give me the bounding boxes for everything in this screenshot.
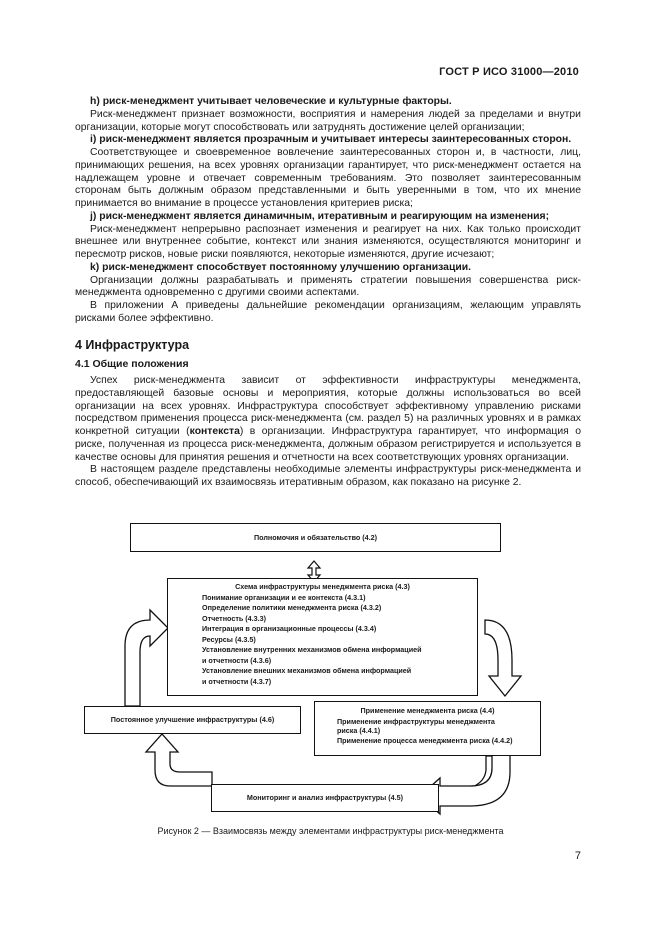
box-mandate-label: Полномочия и обязательство (4.2) bbox=[253, 533, 378, 542]
implement-item: Применение процесса менеджмента риска (4.4.2) bbox=[337, 735, 513, 745]
design-item: Понимание организации и ее контекста (4.3.1) bbox=[202, 592, 366, 602]
figure-caption: Рисунок 2 — Взаимосвязь между элементами инфраструктуры риск-менеджмента bbox=[157, 826, 504, 836]
design-item: и отчетности (4.3.6) bbox=[202, 655, 272, 665]
box-implement bbox=[314, 701, 541, 756]
curved-arrow-down-left-icon bbox=[440, 756, 498, 796]
s41-text-bold: контекста bbox=[189, 426, 240, 437]
section-41-paragraph bbox=[75, 375, 581, 464]
section-title: 4 Инфраструктура bbox=[75, 337, 190, 352]
design-item: Ресурсы (4.3.5) bbox=[202, 634, 256, 644]
standard-header: ГОСТ Р ИСО 31000—2010 bbox=[439, 66, 579, 78]
item-j-text: Риск-менеджмент непрерывно распознает изменения и реагирует на них. Как только происходит внешнее или внутреннее событие, контекст или знания изменяются, осуществляются мониторинг и пересмотр рисков, новые риски появляются, некоторые изменяются, другие исчезают; bbox=[75, 223, 581, 260]
box-improve bbox=[84, 706, 301, 734]
box-improve-label: Постоянное улучшение инфраструктуры (4.6) bbox=[110, 715, 275, 724]
item-k-title: k) риск-менеджмент способствует постоянному улучшению организации. bbox=[90, 261, 471, 273]
design-item: Определение политики менеджмента риска (4.3.2) bbox=[202, 603, 382, 612]
box-mandate bbox=[130, 523, 501, 552]
item-j-title: j) риск-менеджмент является динамичным, итеративным и реагирующим на изменения; bbox=[90, 210, 550, 222]
design-item: Отчетность (4.3.3) bbox=[202, 613, 267, 623]
item-i-title: i) риск-менеджмент является прозрачным и учитывает интересы заинтересованных сторон. bbox=[90, 134, 572, 146]
design-item: и отчетности (4.3.7) bbox=[202, 676, 272, 686]
body-text bbox=[75, 96, 581, 490]
box-monitor bbox=[211, 784, 439, 812]
box-implement-title: Применение менеджмента риска (4.4) bbox=[360, 706, 495, 715]
implement-item: Применение инфраструктуры менеджмента bbox=[337, 716, 495, 726]
box-design-title: Схема инфраструктуры менеджмента риска (4.3) bbox=[235, 582, 410, 591]
implement-item: риска (4.4.1) bbox=[337, 726, 381, 735]
curved-arrow-down-left-tail-icon bbox=[435, 756, 520, 804]
curved-arrow-down-right-icon bbox=[485, 620, 521, 696]
s41-text-b: ) в организации. Инфраструктура гарантирует, что информация о риске, полученная из процесса риск-менеджмента, должным образом регистрируется и используется в качестве основы для принятия решения и отчетности на всех соответствующих уровнях организации. bbox=[75, 426, 581, 463]
item-k-text: Организации должны разрабатывать и применять стратегии повышения совершенства риск-менеджмента одновременно с другими своими аспектами. bbox=[75, 274, 581, 299]
arrow-to-design-icon bbox=[125, 610, 168, 706]
box-monitor-label: Мониторинг и анализ инфраструктуры (4.5) bbox=[246, 793, 404, 802]
s41-text-a: Успех риск-менеджмента зависит от эффективности инфраструктуры менеджмента, предоставляющей базовые основы и мероприятия, которые должны использоваться во всей организации на всех уровнях. Инфраструктура способствует эффективному управлению рисками посредством применения процесса риск-менеджмента (см. раздел 5) на различных уровнях и в рамках конкретной ситуации ( bbox=[75, 375, 581, 437]
section-41-paragraph-2: В настоящем разделе представлены необходимые элементы инфраструктуры риск-менеджмента и способ, обеспечивающий их взаимосвязь итеративным образом, как показано на рисунке 2. bbox=[75, 464, 581, 488]
box-design bbox=[167, 578, 478, 696]
item-h-title: h) риск-менеджмент учитывает человеческие и культурные факторы. bbox=[90, 96, 452, 107]
item-h-text: Риск-менеджмент признает возможности, восприятия и намерения людей за пределами и внутри организации, которые могут способствовать или затруднять достижение целей организации; bbox=[75, 108, 581, 133]
design-item: Установление внутренних механизмов обмена информацией bbox=[202, 645, 422, 654]
item-i-text: Соответствующее и своевременное вовлечение заинтересованных сторон и, в частности, лиц, принимающих решения, на всех уровнях организации гарантирует, что риск-менеджмент остается на надлежащем уровне и отвечает современным требованиям. Это позволяет заинтересованным сторонам быть должным образом представленными и быть уверенными в том, что их мнение принимается во внимание в процессе установления критериев риска; bbox=[75, 147, 581, 209]
page-number: 7 bbox=[574, 850, 581, 862]
design-item: Интеграция в организационные процессы (4.3.4) bbox=[202, 624, 377, 633]
arrow-to-improve-icon bbox=[146, 734, 212, 786]
subsection-title: 4.1 Общие положения bbox=[75, 358, 189, 371]
design-item: Установление внешних механизмов обмена информацией bbox=[202, 666, 412, 675]
annex-paragraph: В приложении А приведены дальнейшие рекомендации организациям, желающим управлять рисками более эффективно. bbox=[75, 300, 581, 324]
